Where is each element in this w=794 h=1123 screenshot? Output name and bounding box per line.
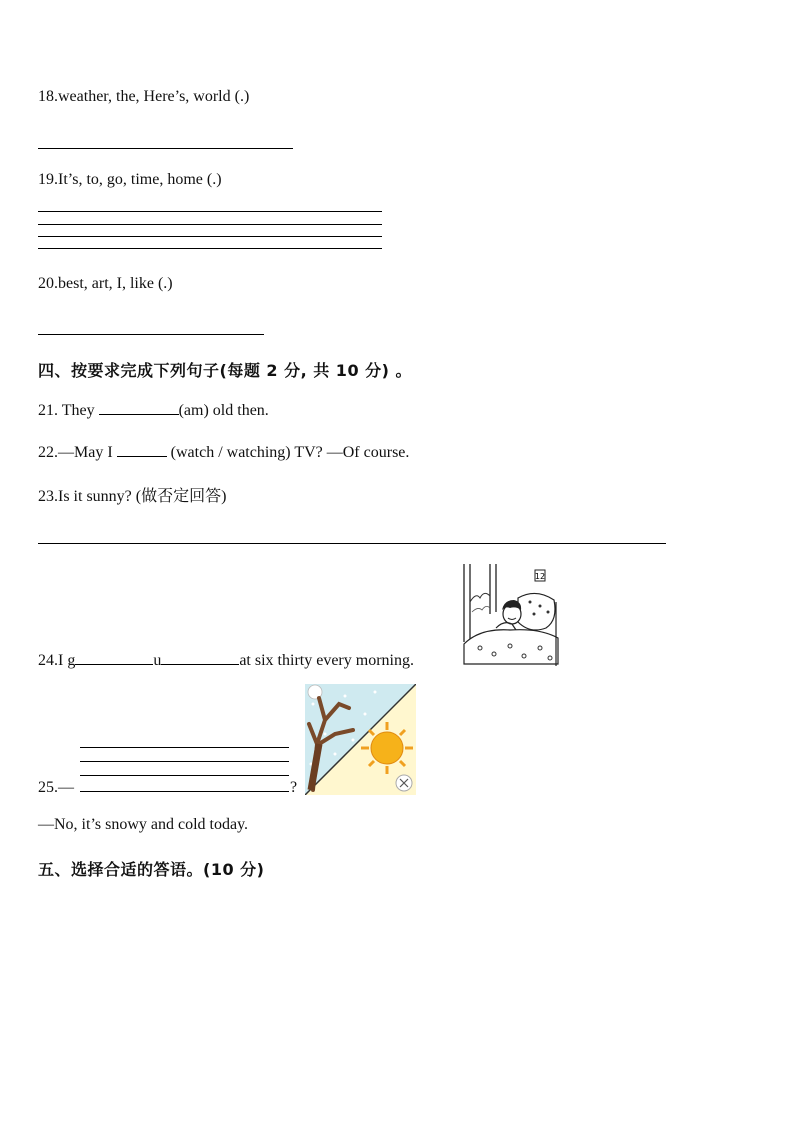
- question-21-text-before: . They: [54, 402, 99, 419]
- answer-line-19d[interactable]: [38, 248, 382, 249]
- boy-waking-up-in-bed-icon: [460, 562, 560, 668]
- question-25-answer: —No, it’s snowy and cold today.: [38, 816, 249, 833]
- answer-line-25a[interactable]: [80, 747, 289, 748]
- question-22-text-before: 22.—May I: [38, 444, 117, 461]
- question-20: 20.best, art, I, like (.): [38, 275, 173, 292]
- answer-line-20[interactable]: [38, 334, 264, 335]
- winter-tree-and-sun-icon: [305, 684, 416, 795]
- blank-21[interactable]: [99, 400, 179, 415]
- question-23: 23.Is it sunny? (做否定回答): [38, 488, 227, 505]
- answer-line-19b[interactable]: [38, 224, 382, 225]
- question-18: 18.weather, the, Here’s, world (.): [38, 88, 250, 105]
- answer-line-25c[interactable]: [80, 775, 289, 776]
- answer-line-25d[interactable]: [80, 791, 289, 792]
- question-24-text-c: at six thirty every morning.: [239, 652, 414, 669]
- question-24-text-b: u: [153, 652, 162, 669]
- question-21-text-after: (am) old then.: [178, 402, 269, 419]
- question-19: 19.It’s, to, go, time, home (.): [38, 171, 222, 188]
- question-24-text-a: 24.I g: [38, 652, 76, 669]
- blank-22[interactable]: [117, 442, 167, 457]
- answer-line-19c[interactable]: [38, 236, 382, 237]
- blank-24a[interactable]: [75, 650, 153, 665]
- question-25-number: 25.—: [38, 779, 74, 796]
- question-22: [38, 442, 409, 462]
- answer-line-19a[interactable]: [38, 211, 382, 212]
- section-5-heading: 五、选择合适的答语。(10 分): [38, 860, 265, 879]
- question-25-mark: ?: [290, 779, 298, 796]
- picture-tag-text: 12: [534, 572, 546, 581]
- question-21: [38, 400, 269, 420]
- answer-line-25b[interactable]: [80, 761, 289, 762]
- question-24: [38, 650, 414, 670]
- answer-line-18[interactable]: [38, 148, 293, 149]
- answer-line-23[interactable]: [38, 543, 666, 544]
- section-4-heading: 四、按要求完成下列句子(每题 2 分, 共 10 分) 。: [38, 361, 413, 380]
- question-22-text-after: (watch / watching) TV? —Of course.: [166, 444, 410, 461]
- blank-24b[interactable]: [161, 650, 239, 665]
- question-21-number: 21: [38, 402, 54, 419]
